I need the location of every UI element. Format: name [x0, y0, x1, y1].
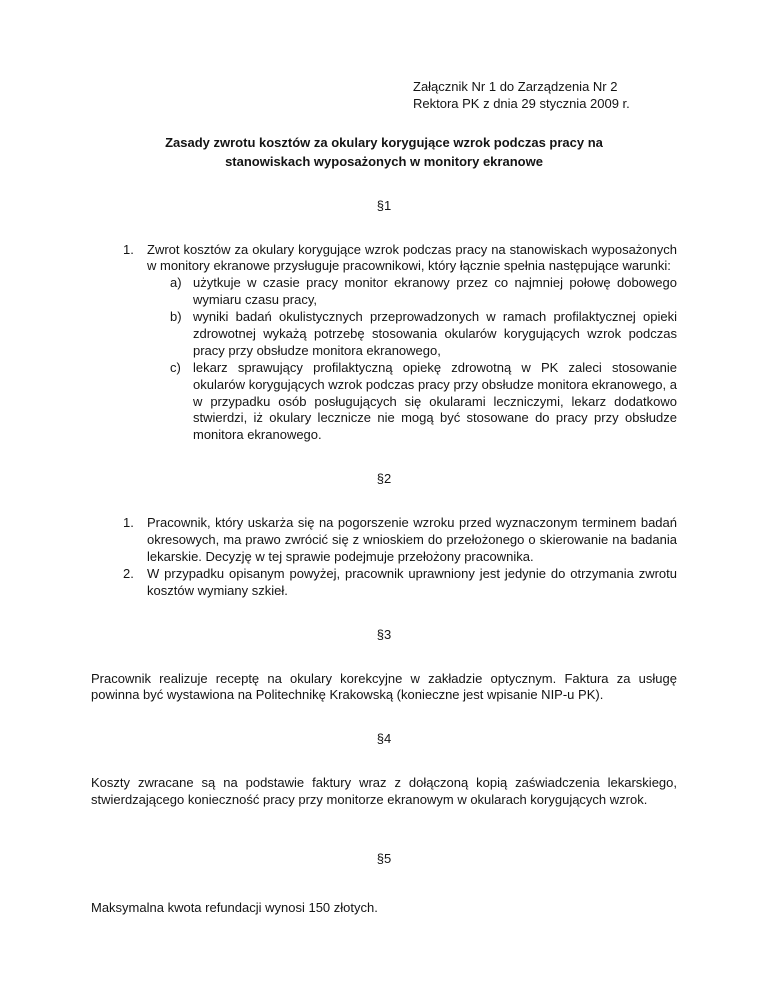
list-marker: 1. [123, 241, 134, 257]
list-text: W przypadku opisanym powyżej, pracownik uprawniony jest jedynie do otrzymania zwrotu kosztów wymiany szkieł. [147, 565, 677, 598]
document-header [413, 78, 677, 112]
list-item [91, 242, 677, 276]
header-line-2: Rektora PK z dnia 29 stycznia 2009 r. [413, 96, 630, 112]
section-par2-list [91, 515, 677, 599]
section-par4-paragraph: Koszty zwracane są na podstawie faktury wraz z dołączoną kopią zaświadczenia lekarskiego, stwierdzającego konieczność pracy przy monitorze ekranowym w okularach korygujących wzrok. [91, 775, 677, 808]
section-par1-list [91, 242, 677, 445]
list-marker: c) [170, 359, 181, 375]
list-subitem [91, 360, 677, 444]
list-marker: a) [170, 275, 182, 291]
header-line-1: Załącznik Nr 1 do Zarządzenia Nr 2 [413, 79, 618, 94]
section-par5-paragraph: Maksymalna kwota refundacji wynosi 150 złotych. [91, 899, 378, 915]
section-heading-par2: §2 [376, 471, 392, 487]
section-par3-paragraph: Pracownik realizuje receptę na okulary korekcyjne w zakładzie optycznym. Faktura za usługę powinna być wystawiona na Politechnikę Krakowską (konieczne jest wpisanie NIP-u PK). [91, 670, 677, 703]
section-heading-par1: §1 [376, 197, 392, 213]
list-text: Pracownik, który uskarża się na pogorszenie wzroku przed wyznaczonym terminem badań okresowych, ma prawo zwrócić się z wnioskiem do przełożonego o skierowanie na badania lekarskie. Decyzję w tej sprawie podejmuje przełożony pracownika. [147, 515, 677, 564]
section-heading-par4: §4 [376, 731, 392, 747]
list-marker: 1. [123, 515, 134, 531]
list-item [91, 566, 677, 600]
list-subitem [91, 275, 677, 309]
list-text: lekarz sprawujący profilaktyczną opiekę zdrowotną w PK zaleci stosowanie okularów korygujących wzrok podczas pracy przy obsłudze monitora ekranowego, a w przypadku osób posługujących się okularami leczniczymi, lekarz dodatkowo stwierdzi, iż okulary lecznicze nie mogą być stosowane do pracy przy obsłudze monitora ekranowego. [193, 359, 677, 443]
list-item [91, 515, 677, 566]
list-subitem [91, 309, 677, 360]
section-heading-par5: §5 [376, 850, 392, 866]
document-title: Zasady zwrotu kosztów za okulary korygujące wzrok podczas pracy na stanowiskach wyposażonych w monitory ekranowe [165, 135, 603, 169]
section-heading-par3: §3 [376, 626, 392, 642]
list-marker: 2. [123, 565, 134, 581]
list-marker: b) [170, 309, 182, 325]
list-text: użytkuje w czasie pracy monitor ekranowy przez co najmniej połowę dobowego wymiaru czasu pracy, [193, 275, 677, 308]
list-text: wyniki badań okulistycznych przeprowadzonych w ramach profilaktycznej opieki zdrowotnej wykażą potrzebę stosowania okularów korygujących wzrok podczas pracy przy obsłudze monitora ekranowego, [193, 309, 677, 358]
list-text: Zwrot kosztów za okulary korygujące wzrok podczas pracy na stanowiskach wyposażonych w monitory ekranowe przysługuje pracownikowi, który łącznie spełnia następujące warunki: [147, 241, 677, 274]
